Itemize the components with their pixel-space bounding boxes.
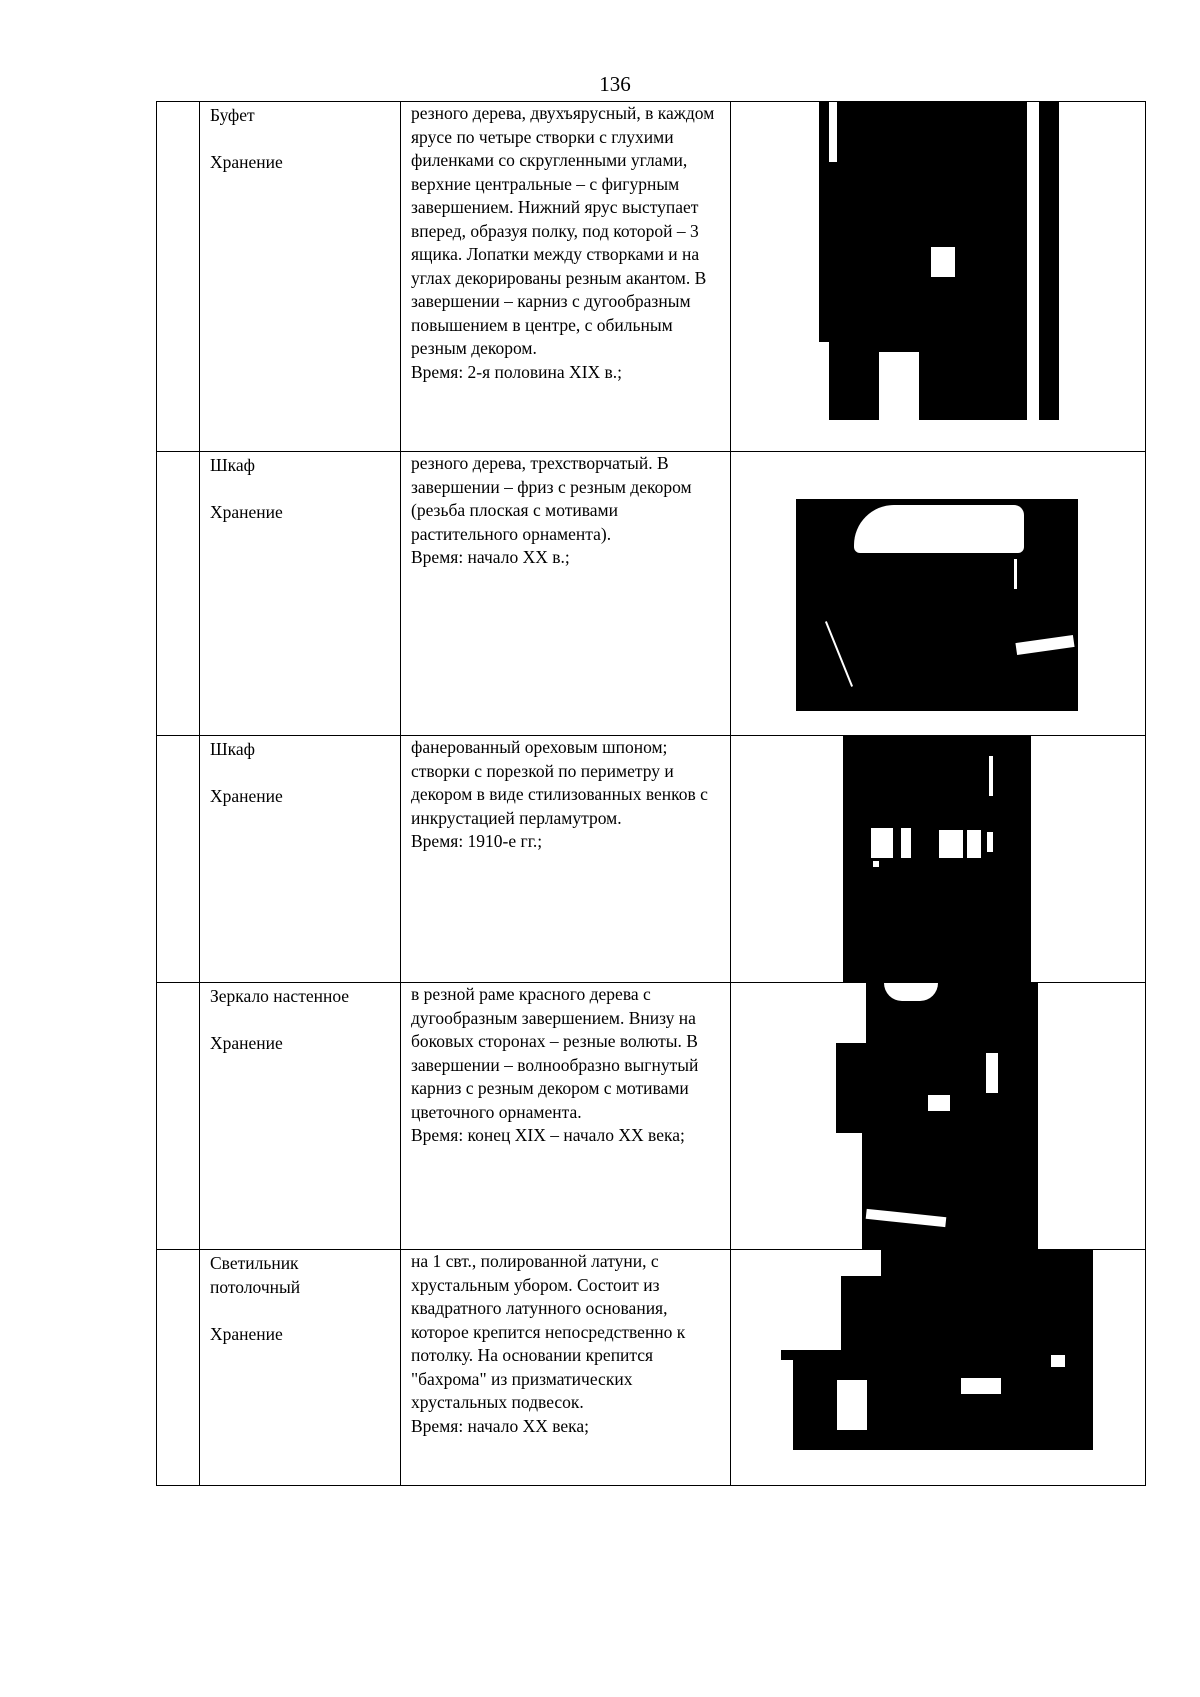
row-number-cell	[157, 452, 200, 736]
item-photo	[843, 736, 1031, 983]
item-photo	[819, 102, 1059, 422]
item-time: Время: начало XX века;	[411, 1415, 590, 1436]
item-name: Шкаф	[210, 455, 255, 475]
item-status: Хранение	[210, 1033, 283, 1053]
item-status: Хранение	[210, 502, 283, 522]
item-description: на 1 свт., полированной латуни, с хрустальным убором. Состоит из квадратного латунного основания, которое крепится непосредственно к потолку. На основании крепится "бахрома" из призматических хрустальных подвесок.	[411, 1251, 686, 1412]
item-name: Буфет	[210, 105, 255, 125]
item-status: Хранение	[210, 152, 283, 172]
page-number: 136	[599, 72, 631, 96]
item-photo-cell	[731, 736, 1146, 983]
item-time: Время: конец XIX – начало XX века;	[411, 1125, 685, 1145]
item-photo-cell	[731, 983, 1146, 1250]
row-number-cell	[157, 983, 200, 1250]
item-name: Зеркало настенное	[210, 986, 350, 1006]
item-photo	[781, 1250, 1093, 1486]
row-number-cell	[157, 1250, 200, 1486]
item-name-cell	[200, 452, 401, 736]
item-description-cell	[401, 102, 731, 452]
item-photo-cell	[731, 452, 1146, 736]
item-description-cell	[401, 983, 731, 1250]
item-description-cell	[401, 1250, 731, 1486]
inventory-table	[156, 101, 1146, 1486]
item-name-cell	[200, 736, 401, 983]
item-description-cell	[401, 736, 731, 983]
item-description: фанерованный ореховым шпоном; створки с порезкой по периметру и декором в виде стилизованных венков с инкрустацией перламутром.	[411, 737, 708, 828]
item-name-cell	[200, 983, 401, 1250]
item-name: Шкаф	[210, 739, 255, 759]
item-name-cell	[200, 1250, 401, 1486]
item-description-cell	[401, 452, 731, 736]
row-number-cell	[157, 102, 200, 452]
item-status: Хранение	[210, 1323, 283, 1344]
item-description: в резной раме красного дерева с дугообразным завершением. Внизу на боковых сторонах – резные волюты. В завершении – волнообразно выгнутый карниз с резным декором с мотивами цветочного орнамента.	[411, 984, 699, 1122]
item-name: Светильник потолочный	[210, 1253, 301, 1297]
table-row	[157, 102, 1146, 452]
table-row	[157, 983, 1146, 1250]
item-time: Время: 2-я половина XIX в.;	[411, 361, 623, 382]
row-number-cell	[157, 736, 200, 983]
table-row	[157, 452, 1146, 736]
item-photo	[836, 983, 1038, 1250]
item-photo-cell	[731, 1250, 1146, 1486]
item-name-cell	[200, 102, 401, 452]
item-description: резного дерева, трехстворчатый. В завершении – фриз с резным декором (резьба плоская с мотивами растительного орнамента).	[411, 453, 692, 544]
item-description: резного дерева, двухъярусный, в каждом ярусе по четыре створки с глухими филенками со скругленными углами, верхние центральные – с фигурным завершением. Нижний ярус выступает вперед, образуя полку, под которой – 3 ящика. Лопатки между створками и на углах декорированы резным акантом. В завершении – карниз с дугообразным повышением в центре, с обильным резным декором.	[411, 103, 715, 358]
item-time: Время: начало XX в.;	[411, 547, 570, 567]
table-row	[157, 1250, 1146, 1486]
table-row	[157, 736, 1146, 983]
item-photo-cell	[731, 102, 1146, 452]
item-photo	[796, 499, 1078, 711]
item-time: Время: 1910-е гг.;	[411, 831, 543, 851]
item-status: Хранение	[210, 786, 283, 806]
